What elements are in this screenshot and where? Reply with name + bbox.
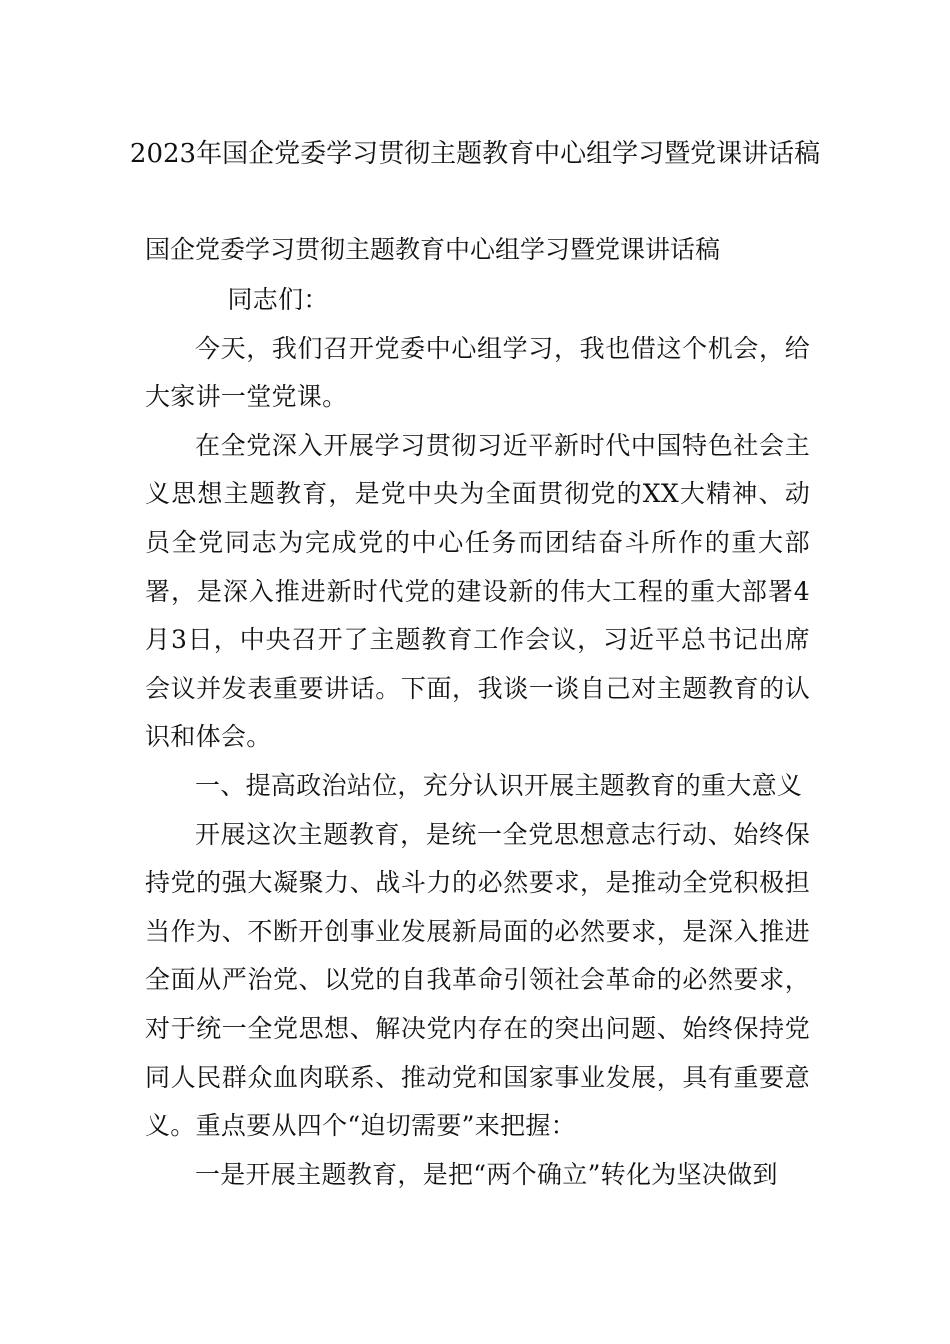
section-heading-1: 一、提高政治站位，充分认识开展主题教育的重大意义: [195, 770, 803, 800]
document-body: [145, 276, 810, 1199]
paragraph-opening: 今天，我们召开党委中心组学习，我也借这个机会，给大家讲一堂党课。: [145, 333, 810, 412]
salutation: 同志们：: [227, 285, 329, 314]
paragraph-background: 在全党深入开展学习贯彻习近平新时代中国特色社会主义思想主题教育，是党中央为全面贯彻党的XX大精神、动员全党同志为完成党的中心任务而团结奋斗所作的重大部署，是深入推进新时代党的建设新的伟大工程的重大部署4月3日，中央召开了主题教育工作会议，习近平总书记出席会议并发表重要讲话。下面，我谈一谈自己对主题教育的认识和体会。: [145, 430, 810, 752]
paragraph-point-1: 一是开展主题教育，是把“两个确立”转化为坚决做到: [195, 1159, 778, 1189]
document-title: 2023年国企党委学习贯彻主题教育中心组学习暨党课讲话稿: [129, 139, 821, 169]
paragraph-significance: 开展这次主题教育，是统一全党思想意志行动、始终保持党的强大凝聚力、战斗力的必然要求，是推动全党积极担当作为、不断开创事业发展新局面的必然要求，是深入推进全面从严治党、以党的自我革命引领社会革命的必然要求，对于统一全党思想、解决党内存在的突出问题、始终保持党同人民群众血肉联系、推动党和国家事业发展，具有重要意义。重点要从四个“迫切需要”来把握：: [145, 819, 810, 1141]
document-subtitle: 国企党委学习贯彻主题教育中心组学习暨党课讲话稿: [145, 235, 721, 264]
